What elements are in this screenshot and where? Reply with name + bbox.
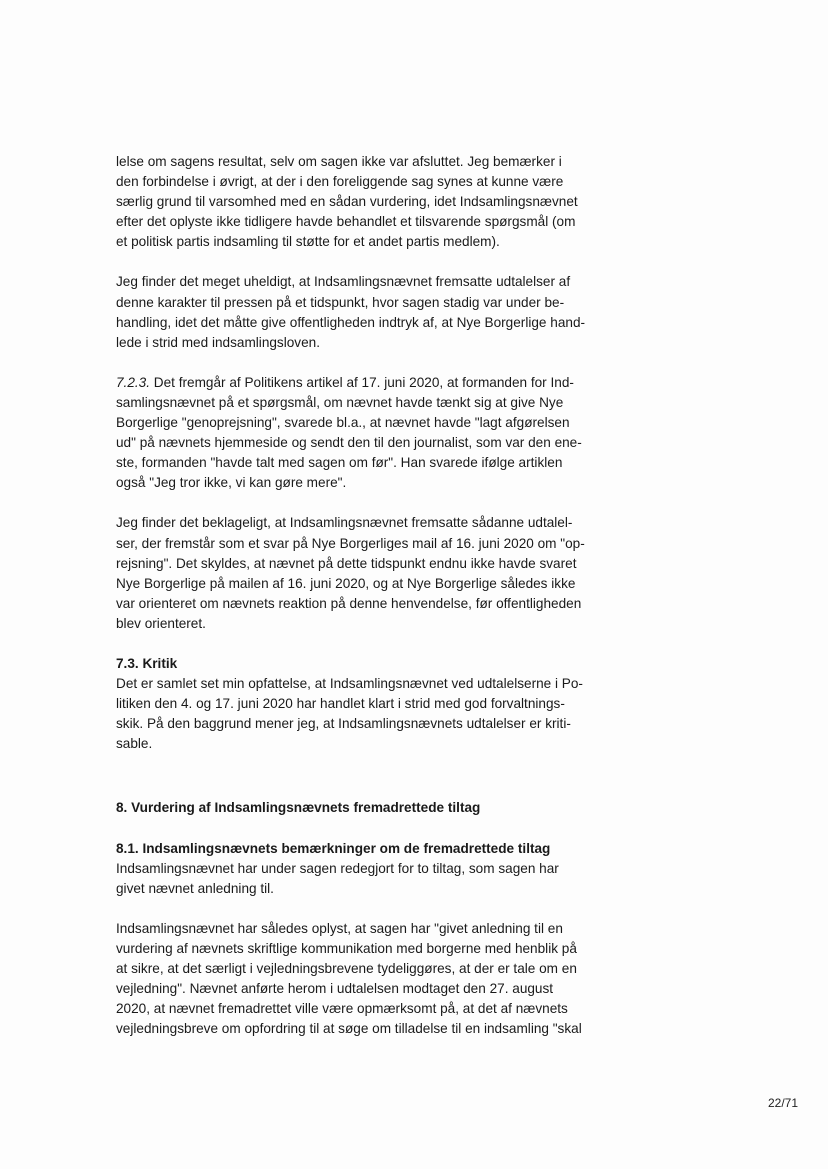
- text-line: særlig grund til varsomhed med en sådan vurdering, idet Indsamlingsnævnet: [116, 194, 578, 210]
- section-label: 7.2.3.: [116, 374, 151, 390]
- text-line: skik. På den baggrund mener jeg, at Indsamlingsnævnets udtalelser er kriti-: [116, 716, 571, 732]
- text-line: efter det oplyste ikke tidligere havde behandlet et tilsvarende spørgsmål (om: [116, 214, 576, 230]
- text-line-rest: Det fremgår af Politikens artikel af 17. juni 2020, at formanden for Ind-: [150, 374, 574, 390]
- paragraph: [116, 152, 598, 252]
- text-line: vejledningsbreve om opfordring til at søge om tilladelse til en indsamling "skal: [116, 1021, 582, 1037]
- text-line: var orienteret om nævnets reaktion på denne henvendelse, før offentligheden: [116, 595, 582, 611]
- text-line: ud" på nævnets hjemmeside og sendt den til den journalist, som var den ene-: [116, 435, 582, 451]
- text-line: ser, der fremstår som et svar på Nye Borgerliges mail af 16. juni 2020 om "op-: [116, 535, 585, 551]
- text-line: lelse om sagens resultat, selv om sagen ikke var afsluttet. Jeg bemærker i: [116, 154, 562, 169]
- paragraph: [116, 919, 598, 1040]
- text-line: at sikre, at det særligt i vejledningsbrevene tydeliggøres, at der er tale om en: [116, 961, 577, 976]
- text-line: sable.: [116, 736, 153, 752]
- text-line: samlingsnævnet på et spørgsmål, om nævnet havde tænkt sig at give Nye: [116, 394, 564, 410]
- text-line: [116, 373, 598, 393]
- document-body: [116, 152, 598, 1059]
- text-line: handling, idet det måtte give offentligheden indtryk af, at Nye Borgerlige hand-: [116, 314, 586, 330]
- paragraph: [116, 513, 598, 634]
- section-heading: 7.3. Kritik: [116, 655, 178, 671]
- section-heading: 8.1. Indsamlingsnævnets bemærkninger om de fremadrettede tiltag: [116, 840, 551, 856]
- text-line: Indsamlingsnævnet har således oplyst, at sagen har "givet anledning til en: [116, 920, 563, 936]
- text-line: Borgerlige "genoprejsning", svarede bl.a., at nævnet havde "lagt afgørelsen: [116, 415, 570, 431]
- text-line: denne karakter til pressen på et tidspunkt, hvor sagen stadig var under be-: [116, 294, 565, 310]
- text-line: blev orienteret.: [116, 615, 206, 631]
- text-line: Nye Borgerlige på mailen af 16. juni 2020, og at Nye Borgerlige således ikke: [116, 575, 576, 591]
- text-line: litiken den 4. og 17. juni 2020 har handlet klart i strid med god forvaltnings-: [116, 696, 565, 712]
- text-line: vurdering af nævnets skriftlige kommunikation med borgerne med henblik på: [116, 940, 577, 956]
- text-line: den forbindelse i øvrigt, at der i den foreliggende sag synes at kunne være: [116, 174, 564, 190]
- text-line: 2020, at nævnet fremadrettet ville være opmærksomt på, at det af nævnets: [116, 1001, 568, 1017]
- page-number: 22/71: [768, 1096, 799, 1110]
- text-line: Indsamlingsnævnet har under sagen redegjort for to tiltag, som sagen har: [116, 860, 559, 876]
- paragraph-7-2-3: [116, 373, 598, 494]
- section-heading: 8. Vurdering af Indsamlingsnævnets fremadrettede tiltag: [116, 800, 481, 816]
- paragraph: [116, 272, 598, 352]
- section-7-3: [116, 654, 598, 754]
- text-line: vejledning". Nævnet anførte herom i udtalelsen modtaget den 27. august: [116, 981, 554, 997]
- text-line: Jeg finder det beklageligt, at Indsamlingsnævnet fremsatte sådanne udtalel-: [116, 515, 573, 531]
- text-line: ste, formanden "havde talt med sagen om før". Han svarede ifølge artiklen: [116, 455, 563, 471]
- text-line: et politisk partis indsamling til støtte for et andet partis medlem).: [116, 234, 500, 250]
- text-line: Jeg finder det meget uheldigt, at Indsamlingsnævnet fremsatte udtalelser af: [116, 274, 571, 290]
- text-line: også "Jeg tror ikke, vi kan gøre mere".: [116, 475, 347, 491]
- section-8: [116, 798, 598, 818]
- text-line: lede i strid med indsamlingsloven.: [116, 334, 321, 350]
- text-line: givet nævnet anledning til.: [116, 880, 274, 896]
- text-line: rejsning". Det skyldes, at nævnet på dette tidspunkt endnu ikke havde svaret: [116, 555, 577, 571]
- section-8-1: [116, 839, 598, 899]
- text-line: Det er samlet set min opfattelse, at Indsamlingsnævnet ved udtalelserne i Po-: [116, 676, 583, 692]
